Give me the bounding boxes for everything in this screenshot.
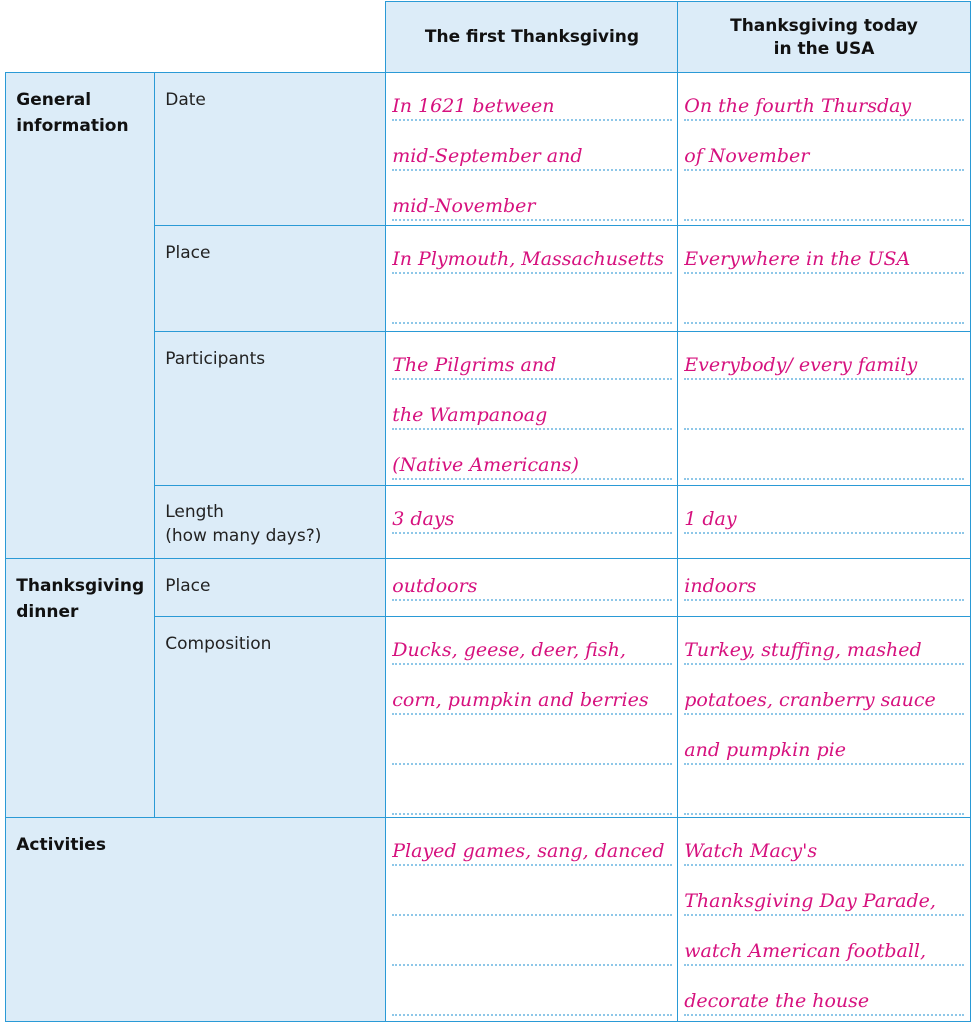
place-label: Place (165, 243, 211, 264)
composition-label: Composition (165, 634, 272, 655)
header-first-label: The first Thanksgiving (424, 27, 640, 47)
row-label-participants (154, 331, 387, 487)
answer-line (392, 226, 672, 274)
answer-line (392, 617, 672, 665)
answer-line (392, 274, 672, 324)
answer-line (392, 380, 672, 430)
answer-dinner-place-first (385, 558, 679, 618)
answer-text: watch American football, (684, 940, 927, 963)
answer-text: 1 day (684, 508, 737, 531)
answer-line (392, 486, 672, 534)
answer-text: Everybody/ every family (684, 354, 918, 377)
header-thanksgiving-today (677, 1, 971, 74)
answer-text: mid-September and (392, 145, 583, 168)
dinner-place-label: Place (165, 576, 211, 597)
answer-text: Ducks, geese, deer, fish, (392, 639, 626, 662)
answer-length-first (385, 485, 679, 560)
answer-line (392, 171, 672, 221)
answer-participants-today (677, 331, 971, 487)
answer-line (392, 121, 672, 171)
section-general-line2: information (16, 116, 129, 137)
answer-line (392, 665, 672, 715)
answer-line (684, 866, 964, 916)
answer-length-today (677, 485, 971, 560)
row-label-length (154, 485, 387, 560)
answer-line (684, 73, 964, 121)
answer-place-first (385, 225, 679, 333)
answer-text: and pumpkin pie (684, 739, 846, 762)
length-label: Length (165, 502, 224, 523)
answer-date-today (677, 72, 971, 227)
answer-text: of November (684, 145, 810, 168)
answer-line (392, 332, 672, 380)
section-general-line1: General (16, 90, 92, 111)
table-corner-blank (5, 1, 387, 74)
answer-text: potatoes, cranberry sauce (684, 689, 936, 712)
answer-text: corn, pumpkin and berries (392, 689, 649, 712)
answer-activities-today (677, 817, 971, 1022)
answer-text: Everywhere in the USA (684, 248, 911, 271)
answer-activities-first (385, 817, 679, 1022)
date-label: Date (165, 90, 206, 111)
answer-line (392, 715, 672, 765)
header-today-line2: in the USA (773, 38, 875, 59)
answer-participants-first (385, 331, 679, 487)
answer-line (392, 430, 672, 480)
answer-line (684, 818, 964, 866)
answer-line (684, 765, 964, 815)
answer-composition-first (385, 616, 679, 819)
answer-line (684, 617, 964, 665)
answer-composition-today (677, 616, 971, 819)
answer-line (684, 430, 964, 480)
comparison-table (6, 2, 970, 1021)
answer-line (392, 765, 672, 815)
answer-line (684, 966, 964, 1016)
header-today-line1: Thanksgiving today (730, 15, 918, 36)
answer-line (684, 916, 964, 966)
answer-line (684, 715, 964, 765)
answer-text: 3 days (392, 508, 455, 531)
answer-text: Turkey, stuffing, mashed (684, 639, 922, 662)
participants-label: Participants (165, 349, 266, 370)
answer-line (392, 818, 672, 866)
answer-line (684, 332, 964, 380)
answer-line (684, 665, 964, 715)
answer-date-first (385, 72, 679, 227)
section-dinner-line2: dinner (16, 602, 79, 623)
answer-text: indoors (684, 575, 757, 598)
length-sublabel: (how many days?) (165, 526, 322, 547)
answer-line (684, 274, 964, 324)
answer-line (684, 171, 964, 221)
section-dinner-line1: Thanksgiving (16, 576, 145, 597)
row-label-composition (154, 616, 387, 819)
activities-label: Activities (16, 835, 106, 856)
answer-text: outdoors (392, 575, 478, 598)
answer-text: On the fourth Thursday (684, 95, 912, 118)
answer-line (392, 966, 672, 1016)
answer-line (392, 73, 672, 121)
answer-line (684, 486, 964, 534)
answer-line (684, 226, 964, 274)
answer-line (684, 380, 964, 430)
answer-text: In Plymouth, Massachusetts (392, 248, 665, 271)
answer-text: The Pilgrims and (392, 354, 557, 377)
answer-text: (Native Americans) (392, 454, 579, 477)
answer-text: Thanksgiving Day Parade, (684, 890, 936, 913)
answer-line (684, 559, 964, 601)
answer-text: Watch Macy's (684, 840, 818, 863)
section-activities (5, 817, 387, 1022)
header-first-thanksgiving (385, 1, 679, 74)
row-label-dinner-place (154, 558, 387, 618)
answer-line (392, 866, 672, 916)
section-general-information (5, 72, 156, 560)
row-label-date (154, 72, 387, 227)
answer-text: In 1621 between (392, 95, 555, 118)
answer-text: Played games, sang, danced (392, 840, 665, 863)
answer-place-today (677, 225, 971, 333)
row-label-place (154, 225, 387, 333)
answer-text: the Wampanoag (392, 404, 548, 427)
answer-line (684, 121, 964, 171)
answer-line (392, 916, 672, 966)
answer-dinner-place-today (677, 558, 971, 618)
answer-line (392, 559, 672, 601)
answer-text: decorate the house (684, 990, 870, 1013)
answer-text: mid-November (392, 195, 536, 218)
section-thanksgiving-dinner (5, 558, 156, 819)
